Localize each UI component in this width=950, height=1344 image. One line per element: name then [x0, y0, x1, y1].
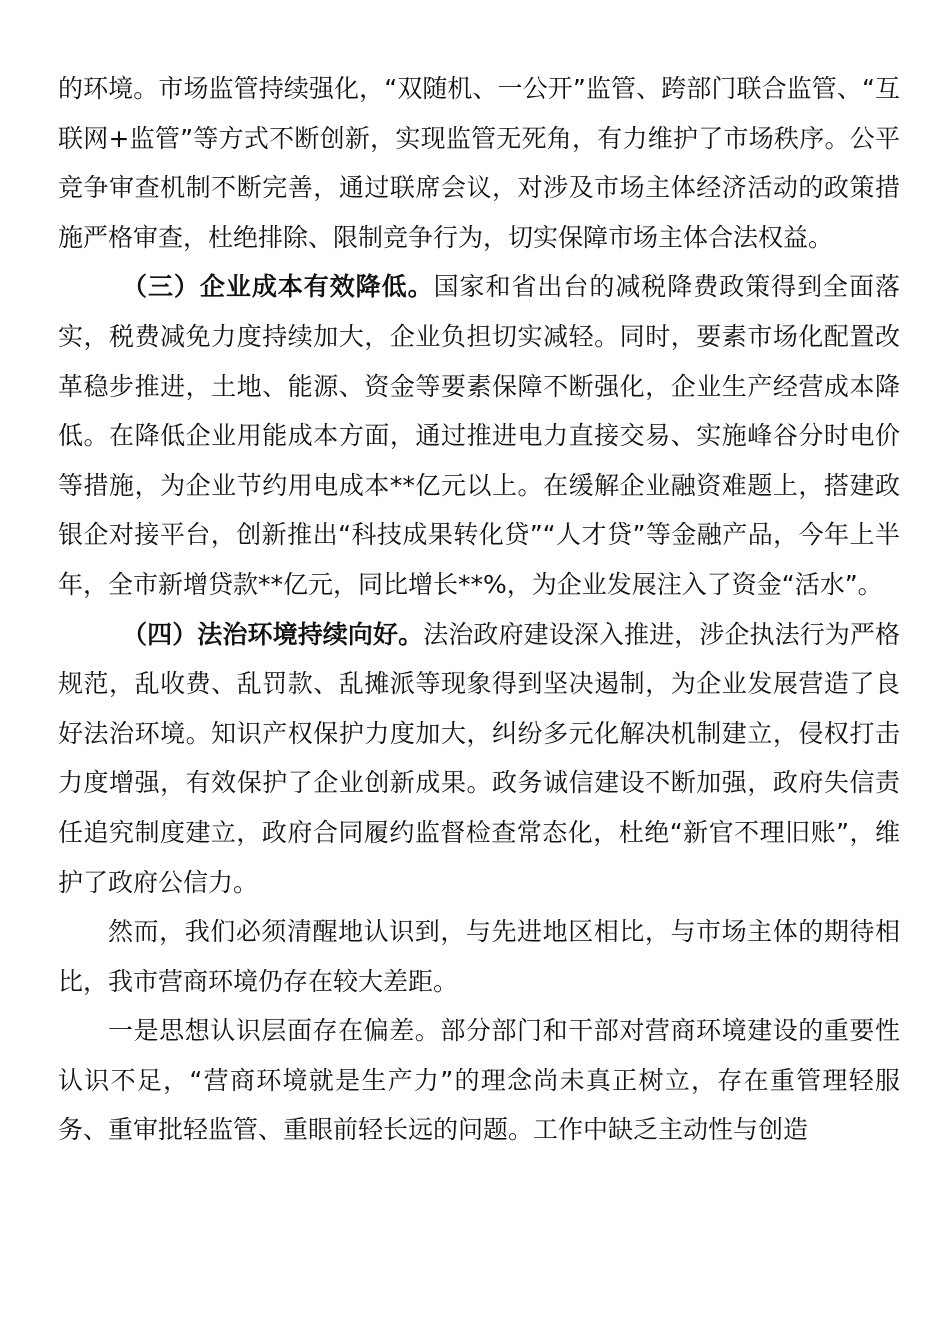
- paragraph-text: 的环境。市场监管持续强化，“双随机、一公开”监管、跨部门联合监管、“互联网+监管”等方式不断创新，实现监管无死角，有力维护了市场秩序。公平竞争审查机制不断完善，通过联席会议，对涉及市场主体经济活动的政策措施严格审查，杜绝排除、限制竞争行为，切实保障市场主体合法权益。: [58, 74, 900, 252]
- paragraph-market-supervision: [58, 64, 900, 262]
- section-heading-three: （三）企业成本有效降低。: [122, 272, 434, 302]
- paragraph-cost-reduction: [58, 262, 900, 609]
- paragraph-problem-one: [58, 1006, 900, 1155]
- paragraph-text: 国家和省出台的减税降费政策得到全面落实，税费减免力度持续加大，企业负担切实减轻。同时，要素市场化配置改革稳步推进，土地、能源、资金等要素保障不断强化，企业生产经营成本降低。在降低企业用能成本方面，通过推进电力直接交易、实施峰谷分时电价等措施，为企业节约用电成本**亿元以上。在缓解企业融资难题上，搭建政银企对接平台，创新推出“科技成果转化贷”“人才贷”等金融产品，今年上半年，全市新增贷款**亿元，同比增长**%，为企业发展注入了资金“活水”。: [58, 272, 900, 599]
- section-heading-four: （四）法治环境持续向好。: [122, 619, 424, 649]
- document-body: [58, 64, 900, 1155]
- paragraph-text: 然而，我们必须清醒地认识到，与先进地区相比，与市场主体的期待相比，我市营商环境仍存在较大差距。: [58, 917, 900, 996]
- paragraph-rule-of-law: [58, 610, 900, 908]
- paragraph-text: 一是思想认识层面存在偏差。部分部门和干部对营商环境建设的重要性认识不足，“营商环境就是生产力”的理念尚未真正树立，存在重管理轻服务、重审批轻监管、重眼前轻长远的问题。工作中缺乏主动性与创造: [58, 1016, 900, 1145]
- paragraph-gap-statement: [58, 907, 900, 1006]
- paragraph-text: 法治政府建设深入推进，涉企执法行为严格规范，乱收费、乱罚款、乱摊派等现象得到坚决遏制，为企业发展营造了良好法治环境。知识产权保护力度加大，纠纷多元化解决机制建立，侵权打击力度增强，有效保护了企业创新成果。政务诚信建设不断加强，政府失信责任追究制度建立，政府合同履约监督检查常态化，杜绝“新官不理旧账”，维护了政府公信力。: [58, 619, 900, 897]
